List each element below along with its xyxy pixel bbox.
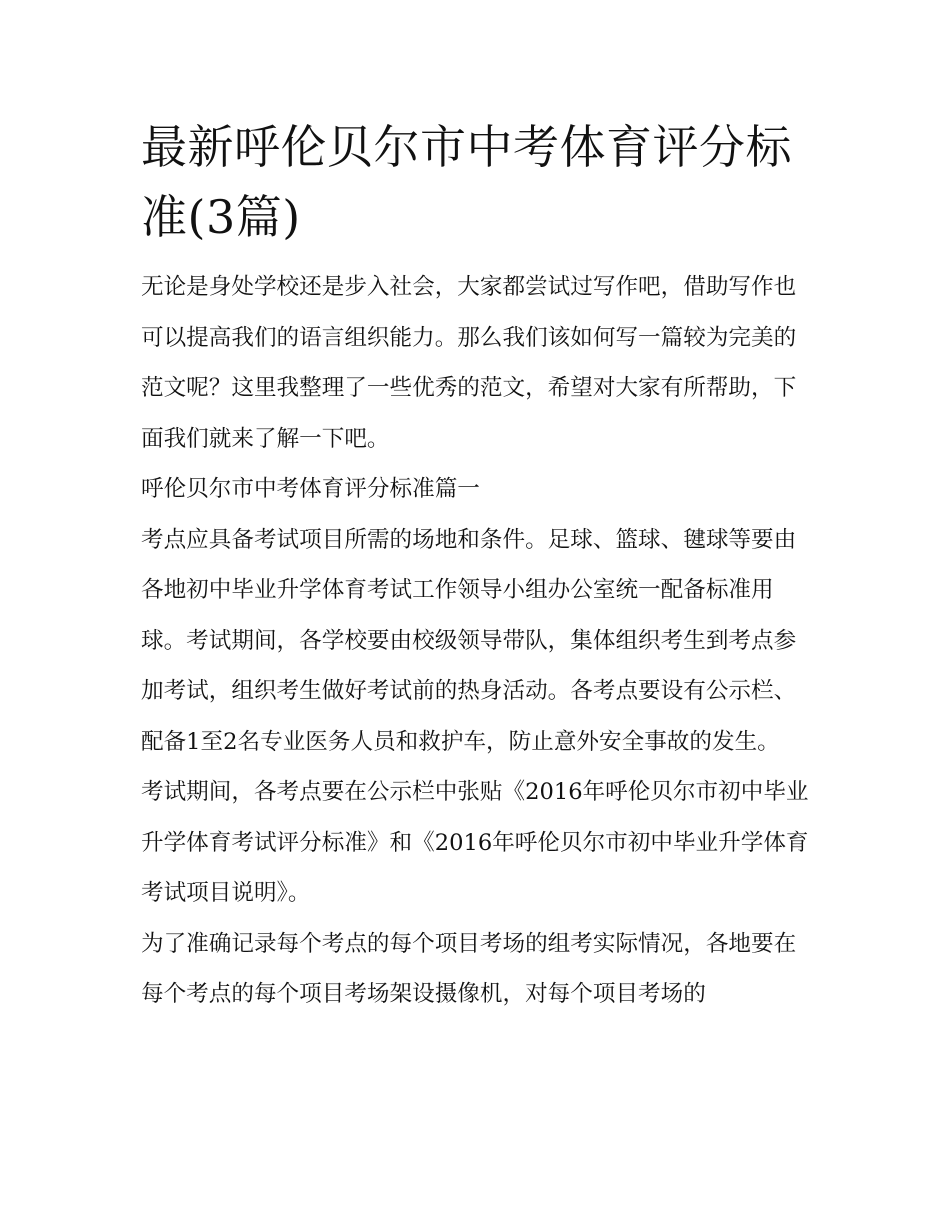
document-content	[141, 112, 813, 1020]
body-paragraph-recording: 为了准确记录每个考点的每个项目考场的组考实际情况，各地要在每个考点的每个项目考场架设摄像机，对每个项目考场的	[141, 930, 797, 1007]
body-paragraph-notice: 考试期间，各考点要在公示栏中张贴《2016年呼伦贝尔市初中毕业升学体育考试评分标准》和《2016年呼伦贝尔市初中毕业升学体育考试项目说明》。	[141, 779, 809, 906]
document-title: 最新呼伦贝尔市中考体育评分标准(3篇)	[141, 120, 792, 244]
intro-paragraph: 无论是身处学校还是步入社会，大家都尝试过写作吧，借助写作也可以提高我们的语言组织能力。那么我们该如何写一篇较为完美的范文呢？这里我整理了一些优秀的范文，希望对大家有所帮助，下面我们就来了解一下吧。	[141, 274, 797, 452]
body-paragraph-venue: 考点应具备考试项目所需的场地和条件。足球、篮球、毽球等要由各地初中毕业升学体育考试工作领导小组办公室统一配备标准用球。考试期间，各学校要由校级领导带队，集体组织考生到考点参加考试，组织考生做好考试前的热身活动。各考点要设有公示栏、配备1至2名专业医务人员和救护车，防止意外安全事故的发生。	[141, 526, 797, 755]
section-heading: 呼伦贝尔市中考体育评分标准篇一	[141, 476, 480, 502]
